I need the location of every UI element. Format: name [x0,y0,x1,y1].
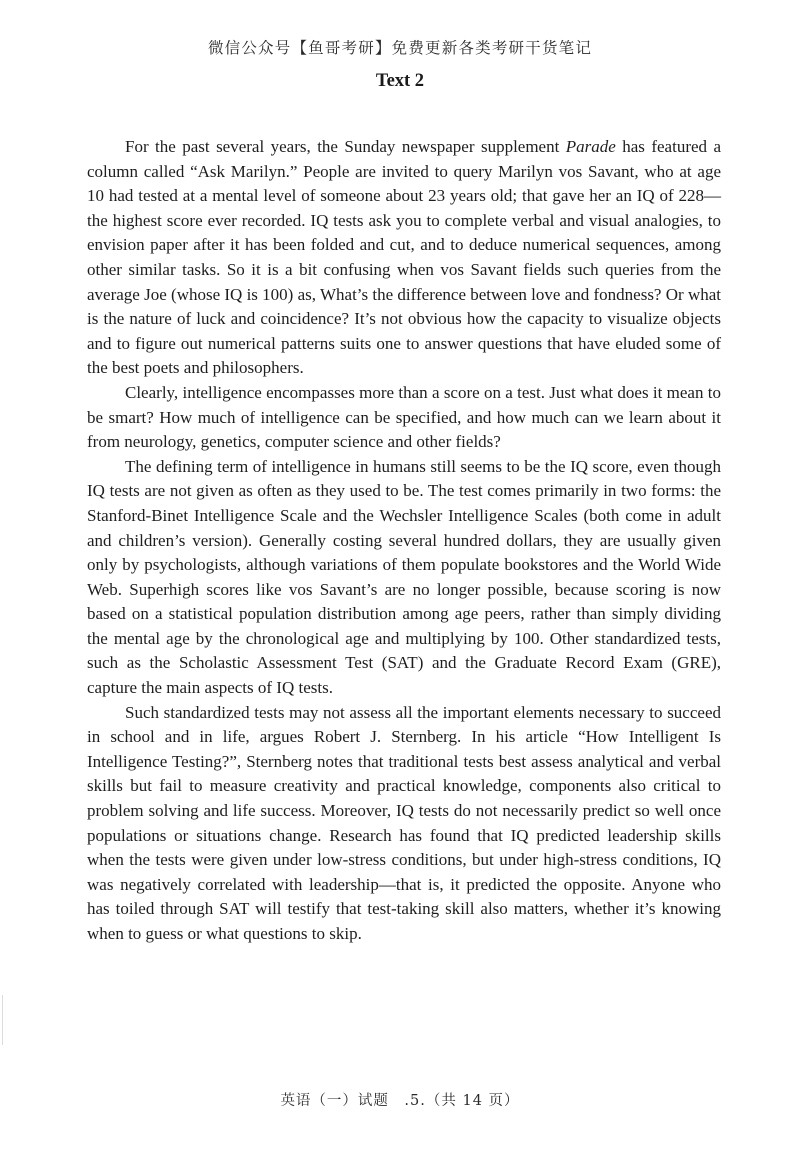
paragraph-4: Such standardized tests may not assess all the important elements necessary to succeed in school and in life, argues Robert J. Sternberg. In his article “How Intelligent Is Intelligence Testing?”, Sternberg notes that traditional tests best assess analytical and verbal skills but fail to measure creativity and practical knowledge, components also critical to problem solving and life success. Moreover, IQ tests do not necessarily predict so well once populations or situations change. Research has found that IQ predicted leadership skills when the tests were given under low-stress conditions, but under high-stress conditions, IQ was negatively correlated with leadership—that is, it predicted the opposite. Anyone who has toiled through SAT will testify that test-taking skill also matters, whether it’s knowing when to guess or what questions to skip. [87,702,721,943]
publication-name: Parade [565,137,616,156]
paragraph-2: Clearly, intelligence encompasses more than a score on a test. Just what does it mean to be smart? How much of intelligence can be specified, and how much can we learn about it from neurology, genetics, computer science and other fields? [87,382,721,452]
scan-edge-artifact [2,995,3,1045]
passage-body [87,135,721,947]
page-footer: 英语（一）试题 .5.（共 14 页） [280,1093,520,1109]
paragraph-1-lead: For the past several years, the Sunday newspaper supplement [125,137,566,156]
header-watermark: 微信公众号【鱼哥考研】免费更新各类考研干货笔记 [207,39,593,57]
paragraph-1-rest: has featured a column called “Ask Marilyn.” People are invited to query Marilyn vos Savant, who at age 10 had tested at a mental level of someone about 23 years old; that gave her an IQ of 228—the highest score ever recorded. IQ tests ask you to complete verbal and visual analogies, to envision paper after it has been folded and cut, and to deduce numerical sequences, among other similar tasks. So it is a bit confusing when vos Savant fields such queries from the average Joe (whose IQ is 100) as, What’s the difference between love and fondness? Or what is the nature of luck and coincidence? It’s not obvious how the capacity to visualize objects and to figure out numerical patterns suits one to answer questions that have eluded some of the best poets and philosophers. [87,137,722,378]
paragraph-3: The defining term of intelligence in humans still seems to be the IQ score, even though IQ tests are not given as often as they used to be. The test comes primarily in two forms: the Stanford-Binet Intelligence Scale and the Wechsler Intelligence Scales (both come in adult and children’s version). Generally costing several hundred dollars, they are usually given only by psychologists, although variations of them populate bookstores and the World Wide Web. Superhigh scores like vos Savant’s are no longer possible, because scoring is now based on a statistical population distribution among age peers, rather than simply dividing the mental age by the chronological age and multiplying by 100. Other standardized tests, such as the Scholastic Assessment Test (SAT) and the Graduate Record Exam (GRE), capture the main aspects of IQ tests. [87,456,721,698]
passage-title: Text 2 [375,71,425,91]
paragraph-1 [87,135,721,381]
